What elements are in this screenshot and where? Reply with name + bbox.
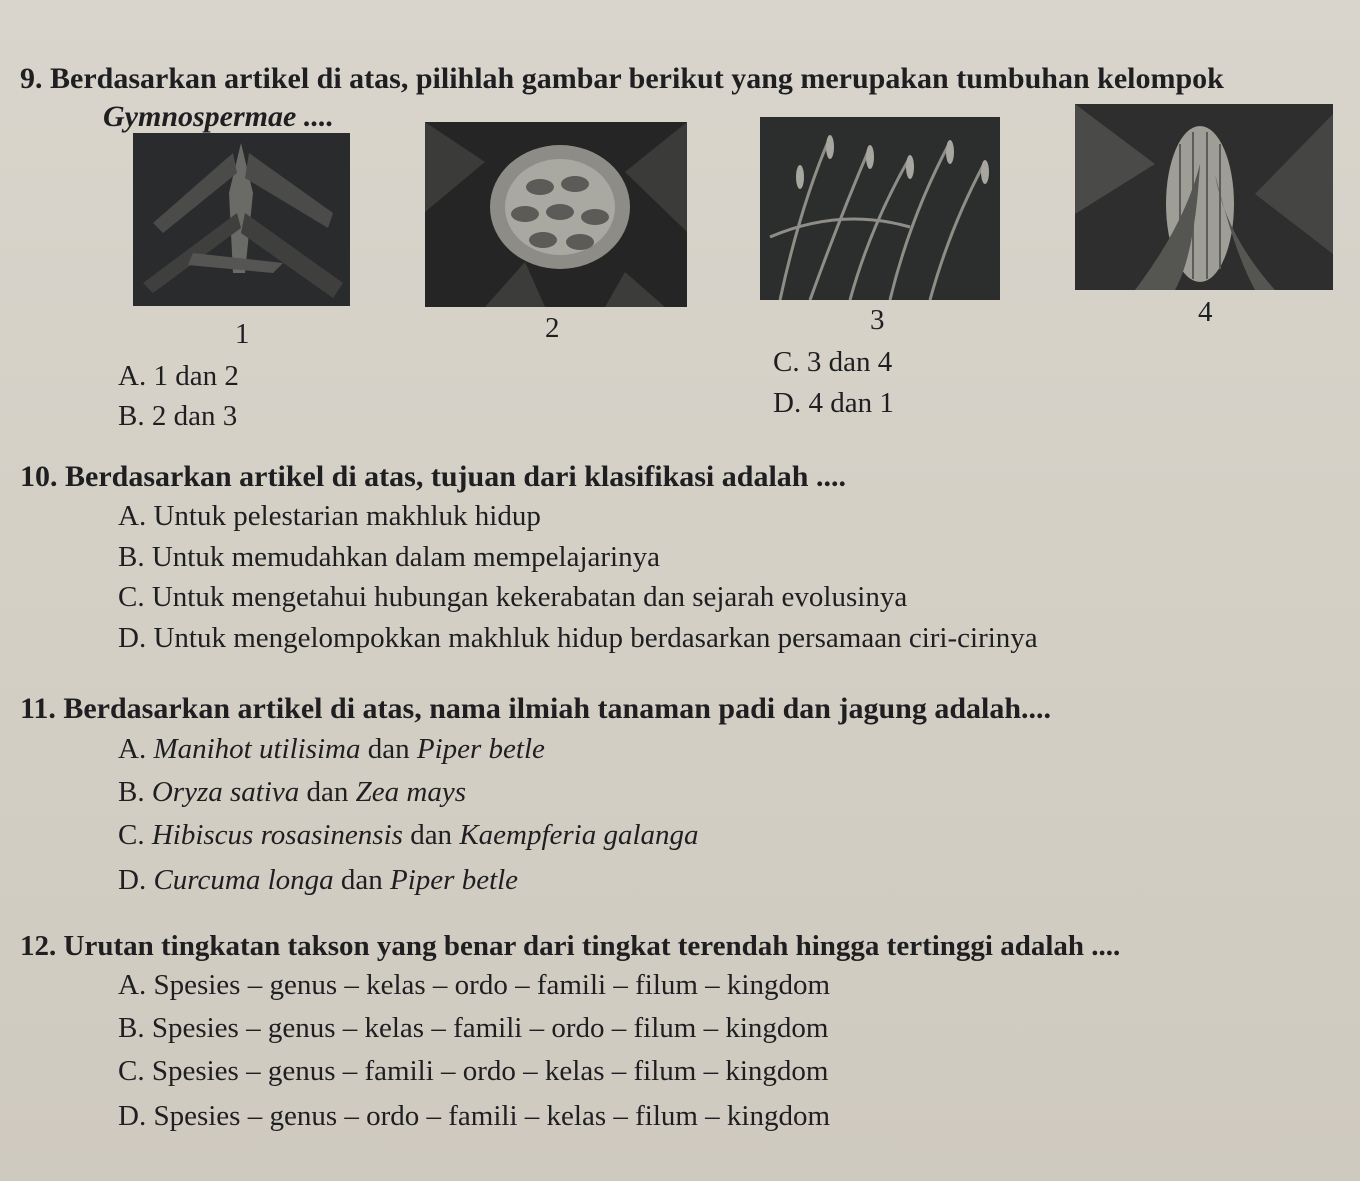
scientific-name: Curcuma longa	[153, 864, 334, 896]
q9-option-c[interactable]: C. 3 dan 4	[773, 346, 893, 378]
q10-option-c[interactable]: C. Untuk mengetahui hubungan kekerabatan dan sejarah evolusinya	[118, 581, 908, 613]
option-letter: C.	[118, 819, 145, 851]
option-letter: A.	[118, 733, 147, 765]
scientific-name: Oryza sativa	[151, 776, 300, 808]
question-9-line-2: Gymnospermae ....	[103, 100, 334, 133]
conjunction: dan	[367, 733, 410, 765]
q10-option-a[interactable]: A. Untuk pelestarian makhluk hidup	[118, 500, 541, 532]
scientific-name: Kaempferia galanga	[459, 819, 699, 851]
q9-option-d[interactable]: D. 4 dan 1	[773, 387, 894, 419]
q12-option-d[interactable]: D. Spesies – genus – ordo – famili – kelas – filum – kingdom	[118, 1100, 831, 1132]
photo-4-corn	[1075, 104, 1333, 290]
q11-option-d[interactable]	[118, 863, 518, 897]
photo-1-cycad	[133, 133, 350, 306]
conjunction: dan	[410, 819, 453, 851]
scientific-name: Piper betle	[416, 733, 545, 765]
photo-4-label: 4	[1198, 296, 1213, 328]
q12-option-a[interactable]: A. Spesies – genus – kelas – ordo – famili – filum – kingdom	[118, 969, 831, 1001]
conjunction: dan	[306, 776, 349, 808]
scientific-name: Zea mays	[355, 776, 466, 808]
question-12: 12. Urutan tingkatan takson yang benar dari tingkat terendah hingga tertinggi adalah ....	[20, 930, 1121, 962]
q9-option-a[interactable]: A. 1 dan 2	[118, 360, 239, 392]
q11-option-c[interactable]	[118, 818, 699, 852]
scientific-name: Hibiscus rosasinensis	[151, 819, 403, 851]
q12-option-b[interactable]: B. Spesies – genus – kelas – famili – ordo – filum – kingdom	[118, 1012, 829, 1044]
question-9-line-1: 9. Berdasarkan artikel di atas, pilihlah gambar berikut yang merupakan tumbuhan kelompok	[20, 62, 1224, 95]
photo-2-label: 2	[545, 312, 560, 344]
option-letter: D.	[118, 864, 147, 896]
q9-option-b[interactable]: B. 2 dan 3	[118, 400, 238, 432]
question-11: 11. Berdasarkan artikel di atas, nama ilmiah tanaman padi dan jagung adalah....	[20, 692, 1052, 725]
scientific-name: Manihot utilisima	[153, 733, 361, 765]
scientific-name: Piper betle	[390, 864, 519, 896]
q11-option-b[interactable]	[118, 775, 466, 809]
photo-1-label: 1	[235, 318, 250, 350]
conjunction: dan	[340, 864, 383, 896]
q10-option-b[interactable]: B. Untuk memudahkan dalam mempelajarinya	[118, 541, 660, 573]
photo-3-label: 3	[870, 304, 885, 336]
photo-3-rice	[760, 117, 1000, 300]
question-10: 10. Berdasarkan artikel di atas, tujuan dari klasifikasi adalah ....	[20, 460, 846, 493]
photo-2-pine-cone	[425, 122, 687, 307]
q12-option-c[interactable]: C. Spesies – genus – famili – ordo – kelas – filum – kingdom	[118, 1055, 829, 1087]
q11-option-a[interactable]	[118, 732, 545, 766]
q10-option-d[interactable]: D. Untuk mengelompokkan makhluk hidup berdasarkan persamaan ciri-cirinya	[118, 622, 1038, 654]
option-letter: B.	[118, 776, 145, 808]
